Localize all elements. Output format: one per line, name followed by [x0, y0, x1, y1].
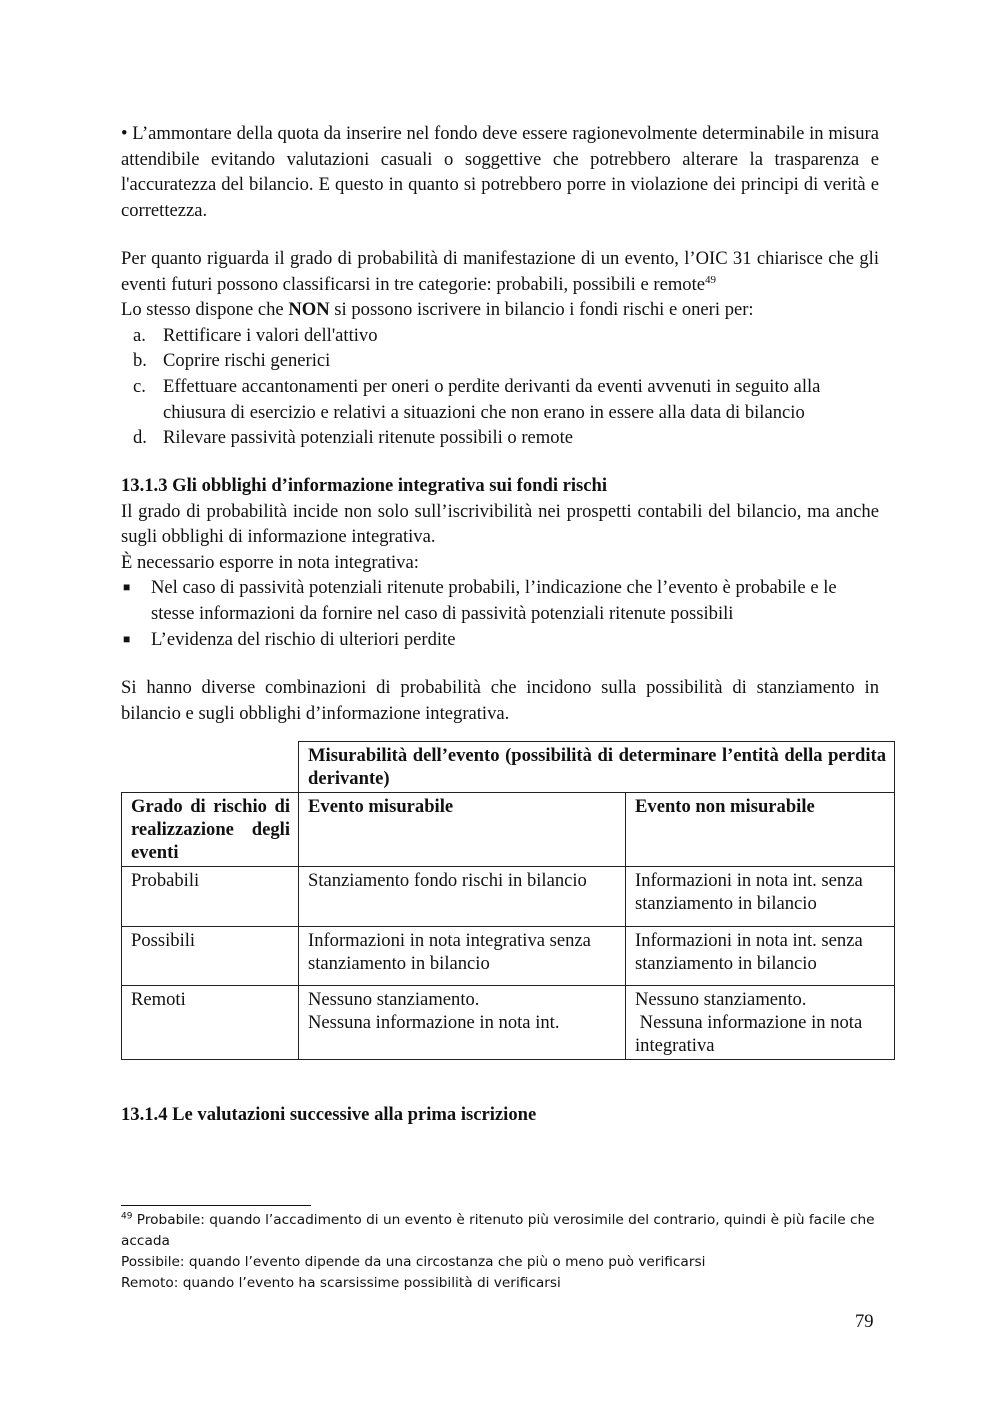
risk-table: [121, 741, 895, 1060]
table-cell: Informazioni in nota int. senza stanziamento in bilancio: [626, 867, 895, 927]
table-row: [122, 927, 895, 986]
list-item-text: Rettificare i valori dell'attivo: [163, 324, 378, 346]
table-row: [122, 986, 895, 1060]
list-marker: d.: [133, 427, 147, 449]
footnote-number: 49: [121, 1211, 133, 1222]
cell-line: Nessuno stanziamento.: [308, 989, 480, 1010]
footnote-line: Remoto: quando l’evento ha scarsissime possibilità di verificarsi: [121, 1275, 561, 1291]
section-heading: 13.1.3 Gli obblighi d’informazione integrativa sui fondi rischi: [121, 475, 608, 496]
footnote-text: Probabile: quando l’accadimento di un evento è ritenuto più verosimile del contrario, quindi è più facile che accada: [121, 1212, 875, 1249]
non-intro-after: si possono iscrivere in bilancio i fondi rischi e oneri per:: [329, 299, 754, 321]
footnote-line: Possibile: quando l’evento dipende da una circostanza che più o meno può verificarsi: [121, 1254, 706, 1270]
list-item-text: Rilevare passività potenziali ritenute possibili o remote: [163, 427, 573, 449]
footnote-line: [121, 1210, 891, 1252]
table-empty-corner: [122, 742, 299, 793]
exclusion-list: [121, 323, 879, 451]
square-bullet-icon: ■: [123, 631, 131, 646]
table-header-measurable: Evento misurabile: [299, 793, 626, 867]
table-header-risk-grade: Grado di rischio di realizzazione degli eventi: [122, 793, 299, 867]
probability-paragraph: [121, 246, 879, 451]
footnote: [121, 1210, 891, 1294]
disclosure-list: [121, 575, 879, 652]
table-cell-label: Probabili: [122, 867, 299, 927]
square-bullet-icon: ■: [123, 580, 131, 595]
list-marker: c.: [133, 375, 146, 397]
table-cell: Informazioni in nota integrativa senza stanziamento in bilancio: [299, 927, 626, 986]
list-item: [121, 374, 879, 425]
non-emphasis: NON: [288, 299, 330, 321]
page-number: 79: [855, 1311, 874, 1332]
list-marker: a.: [133, 324, 146, 346]
footnote-ref[interactable]: 49: [705, 273, 716, 286]
list-item-text: L’evidenza del rischio di ulteriori perdite: [151, 628, 456, 650]
list-item: [121, 425, 879, 451]
cell-line: Nessuna informazione in nota int.: [308, 1012, 560, 1033]
table-cell: [299, 986, 626, 1060]
intro-bullet-paragraph: • L’ammontare della quota da inserire nel fondo deve essere ragionevolmente determinabile in misura attendibile evitando valutazioni casuali o soggettive che potrebbero alterare la trasparenza e l'accuratezza del bilancio. E questo in quanto si potrebbero porre in violazione dei principi di verità e correttezza.: [121, 123, 879, 221]
table-cell: [626, 986, 895, 1060]
non-intro-before: Lo stesso dispone che: [121, 299, 289, 321]
probability-text: Per quanto riguarda il grado di probabilità di manifestazione di un evento, l’OIC 31 chiarisce che gli eventi futuri possono classificarsi in tre categorie: probabili, possibili e remote: [121, 248, 879, 295]
table-cell-label: Possibili: [122, 927, 299, 986]
list-item-text: Nel caso di passività potenziali ritenute probabili, l’indicazione che l’evento è probabile e le stesse informazioni da fornire nel caso di passività potenziali ritenute possibili: [151, 577, 837, 624]
list-item-text: Coprire rischi generici: [163, 350, 331, 372]
list-item: [121, 575, 879, 626]
table-header-measurability: Misurabilità dell’evento (possibilità di determinare l’entità della perdita derivante): [299, 742, 895, 793]
section-heading: 13.1.4 Le valutazioni successive alla prima iscrizione: [121, 1104, 537, 1125]
table-header-not-measurable: Evento non misurabile: [626, 793, 895, 867]
table-cell: Informazioni in nota int. senza stanziamento in bilancio: [626, 927, 895, 986]
section-1313: [121, 473, 879, 652]
cell-line: Nessuno stanziamento.: [635, 989, 807, 1010]
grado-paragraph: Il grado di probabilità incide non solo sull’iscrivibilità nei prospetti contabili del bilancio, ma anche sugli obblighi di informazione integrativa.: [121, 500, 879, 548]
list-marker: b.: [133, 350, 147, 372]
list-item-text: Effettuare accantonamenti per oneri o perdite derivanti da eventi avvenuti in seguito alla chiusura di esercizio e relativi a situazioni che non erano in essere alla data di bilancio: [163, 375, 821, 423]
list-item: [121, 323, 879, 349]
table-row: [122, 867, 895, 927]
esporre-paragraph: È necessario esporre in nota integrativa:: [121, 551, 419, 573]
footnote-separator: [121, 1205, 311, 1206]
combinazioni-paragraph: Si hanno diverse combinazioni di probabilità che incidono sulla possibilità di stanziamento in bilancio e sugli obblighi d’informazione integrativa.: [121, 677, 879, 724]
table-cell-label: Remoti: [122, 986, 299, 1060]
table-cell: Stanziamento fondo rischi in bilancio: [299, 867, 626, 927]
cell-line: Nessuna informazione in nota integrativa: [635, 1012, 867, 1056]
list-item: [121, 627, 879, 653]
non-intro: [121, 297, 879, 323]
list-item: [121, 348, 879, 374]
